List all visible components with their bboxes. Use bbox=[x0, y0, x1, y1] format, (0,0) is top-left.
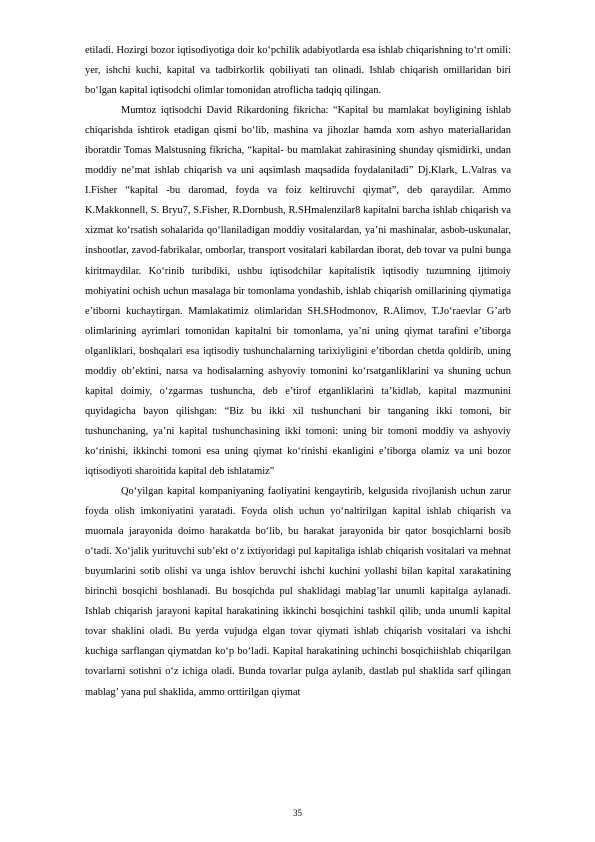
paragraph-continuation: etiladi. Hozirgi bozor iqtisodiyotiga doir ko‘pchilik adabiyotlarda esa ishlab chiqarishning to‘rt omili: yer, ishchi kuchi, kapital va tadbirkorlik qobiliyati tan olinadi. Ishlab chiqarish omillaridan biri bo‘lgan kapital iqtisodchi olimlar tomonidan atroflicha tadqiq qilingan. bbox=[85, 45, 511, 97]
paragraph-capital-definitions: Mumtoz iqtisodchi David Rikardoning fikricha: “Kapital bu mamlakat boyligining ishlab chiqarishda ishtirok etadigan qismi bo‘lib, mashina va jihozlar hamda xom ashyo materiallaridan iboratdir Tomas Malstusning fikricha, “kapital- bu mamlakat zahirasining shunday qismidirki, undan moddiy ne’mat ishlab chiqarish va uni aqsimlash maqsadida foydalaniladi” Dj.Klark, L.Valras va I.Fisher “kapital -bu daromad, foyda va foiz keltiruvchi qiymat”, deb qaraydilar. Ammo K.Makkonnell, S. Bryu7, S.Fisher, R.Dornbush, R.SHmalenzilar8 kapitalni barcha ishlab chiqarish va xizmat ko‘rsatish sohalarida qo‘llaniladigan moddiy vositalardan, ya’ni mashinalar, asbob-uskunalar, inshootlar, zavod-fabrikalar, omborlar, transport vositalari kabilardan iborat, deb tovar va pulni bunga kiritmaydilar. Ko‘rinib turibdiki, ushbu iqtisodchilar kapitalistik iqtisodiy tuzumning ijtimoiy mohiyatini ochish uchun masalaga bir tomonlama yondashib, ishlab chiqarish omillarining qiymatiga e’tiborni kuchaytirgan. Mamlakatimiz olimlaridan SH.SHodmonov, R.Alimov, T.Jo‘raevlar G’arb olimlarining ayrimlari tomonidan kapitalni bir tomonlama, ya’ni uning qiymat tarafini e’tiborga olganliklari, boshqalari esa iqtisodiy tushunchalarning tarixiyligini e’tibordan chetda qoldirib, uning moddiy ob’ektini, narsa va hodisalarning ashyoviy tomonini ko‘rsatganliklarini va shuning uchun kapital doimiy, o‘zgarmas tushuncha, deb e’tirof etganliklarini ta’kidlab, kapital mazmunini quyidagicha bayon qilishgan: “Biz bu ikki xil tushunchani bir tanganing ikki tomoni, bir tushunchaning, ya’ni kapital tushunchasining ikki tomoni: uning bir tomoni moddiy va ashyoviy ko‘rinishi, ikkinchi tomoni esa uning qiymat ko‘rinishi ekanligini e’tiborga olamiz va uni bozor iqtisodiyoti sharoitida kapital deb ishlatamiz” bbox=[85, 105, 511, 477]
page-number: 35 bbox=[293, 808, 302, 818]
body-text bbox=[85, 41, 511, 703]
paragraph-capital-movement: Qo‘yilgan kapital kompaniyaning faoliyatini kengaytirib, kelgusida rivojlanish uchun zarur foyda olish imkoniyatini yaratadi. Foyda olish uchun yo‘naltirilgan kapital ishlab chiqarish va muomala jarayonida doimo harakatda bo‘lib, bu harakat jarayonida bir qator bosqichlarni bosib o‘tadi. Xo‘jalik yurituvchi sub’ekt o‘z ixtiyoridagi pul kapitaliga ishlab chiqarish vositalari va mehnat buyumlarini sotib olishi va unga ishlov beruvchi ishchi kuchini yollashi bilan kapital xarakatining birinchi bosqichi boshlanadi. Bu bosqichda pul shaklidagi mablag’lar unumli kapitalga aylanadi. Ishlab chiqarish jarayoni kapital harakatining ikkinchi bosqichini tashkil qilib, unda unumli kapital tovar shaklini oladi. Bu yerda vujudga elgan tovar qiymati ishlab chiqarish vositalari va ishchi kuchiga sarflangan qiymatdan ko‘p bo‘ladi. Kapital harakatining uchinchi bosqichiishlab chiqarilgan tovarlarni sotishni o‘z ichiga oladi. Bunda tovarlar pulga aylanib, dastlab pul shaklida sarf qilingan mablag’ yana pul shaklida, ammo orttirilgan qiymat bbox=[85, 486, 511, 698]
